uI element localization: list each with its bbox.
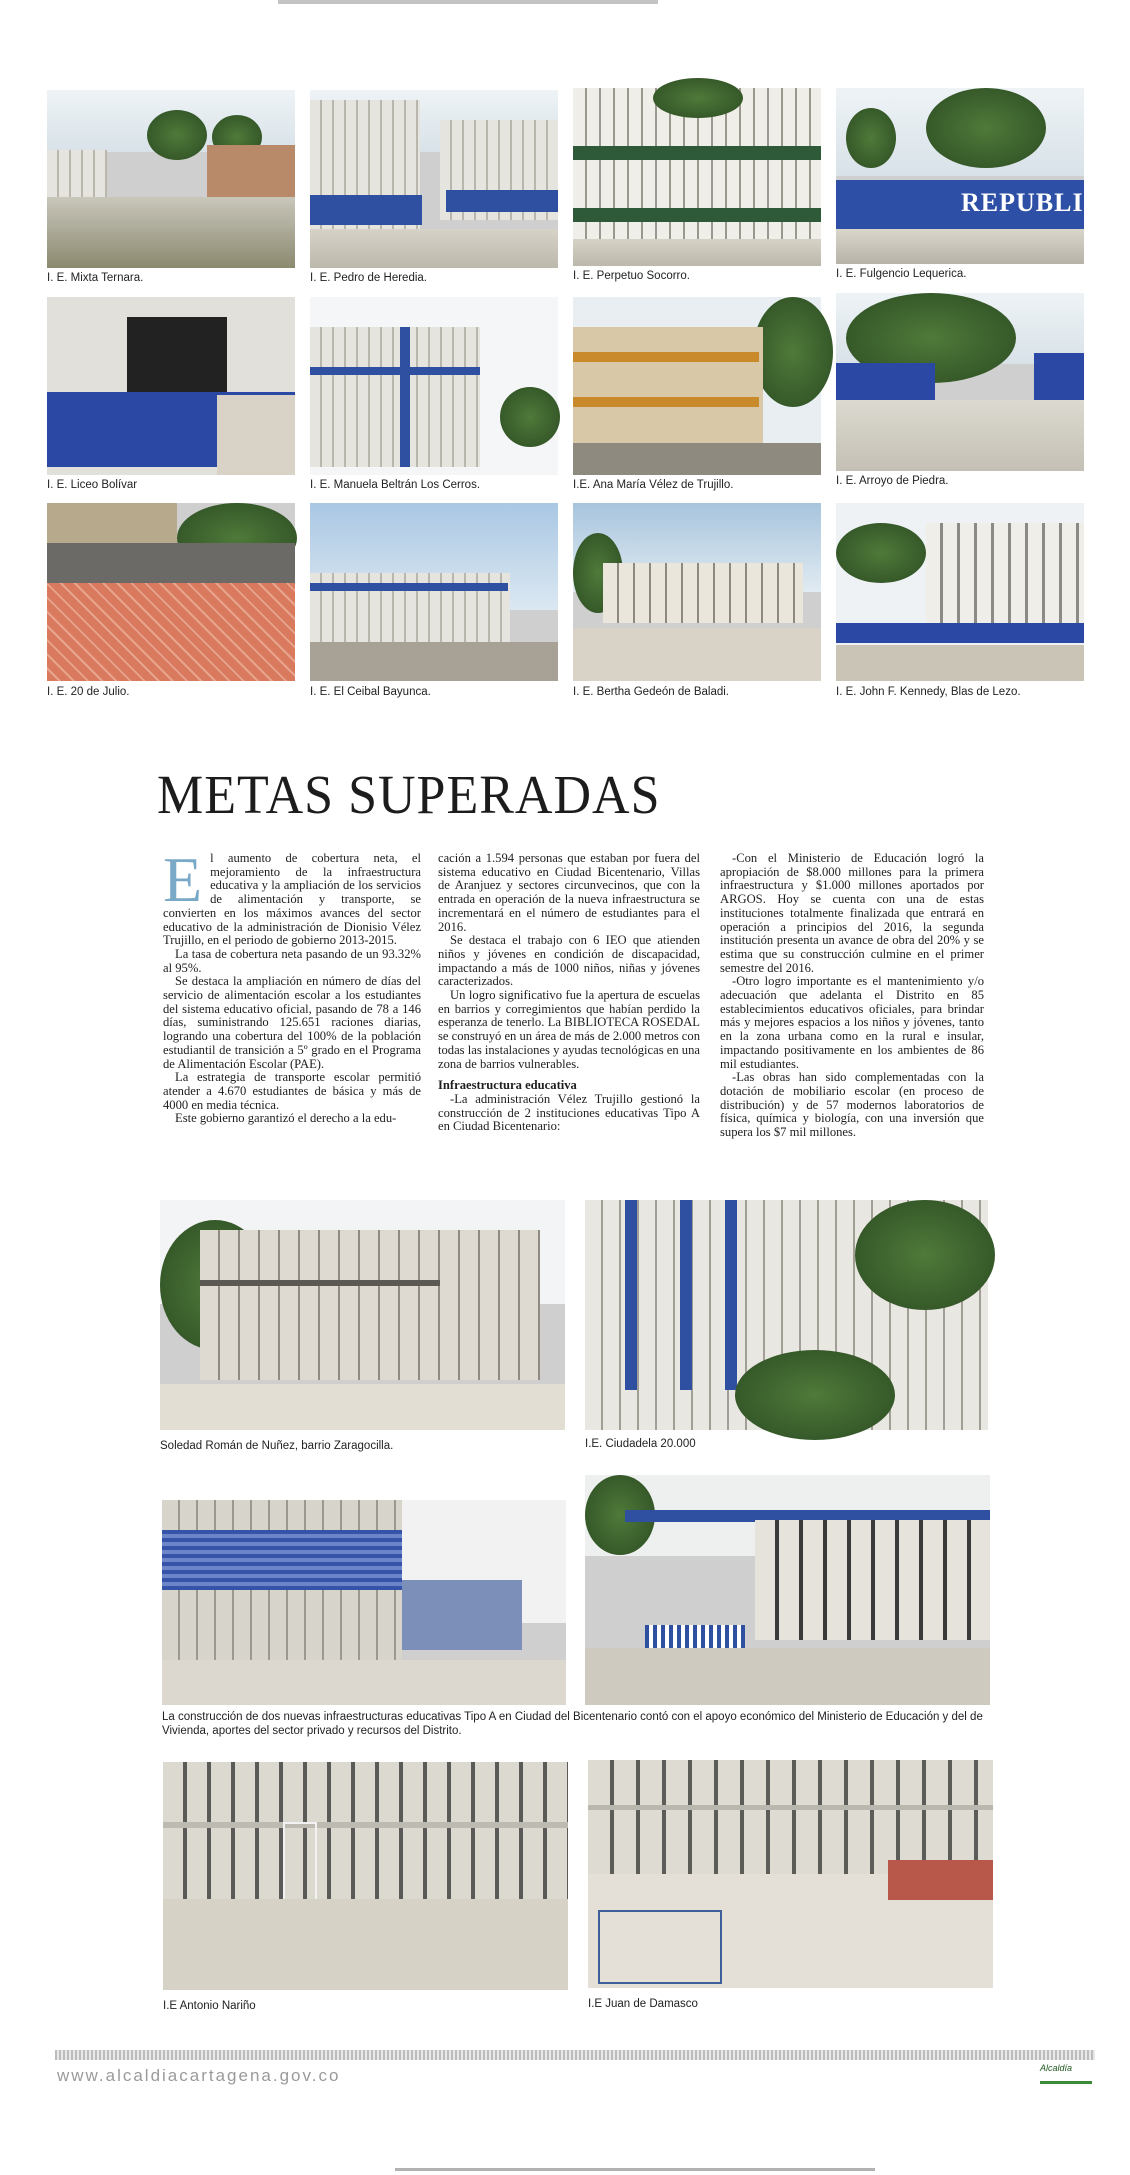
alcaldia-logo xyxy=(1040,2063,1092,2084)
photo-john-f-kennedy xyxy=(836,503,1084,681)
gallery-caption: I. E. Manuela Beltrán Los Cerros. xyxy=(310,479,481,491)
photo-caption: I.E Juan de Damasco xyxy=(588,1998,698,2010)
article-paragraph: Un logro significativo fue la apertura de escuelas en barrios y corregimientos que habían perdido la esperanza de tenerlo. La BIBLIOTECA ROSEDAL se construyó en un área de más de 2.000 metros con todas las instalaciones y ayudas tecnológicas en una zona de barrios vulnerables. xyxy=(438,988,700,1071)
gallery-caption: I. E. Pedro de Heredia. xyxy=(310,272,427,284)
article-paragraph: -Con el Ministerio de Educación logró la apropiación de $8.000 millones para la primera infraestructura y $1.000 millones aportados por ARGOS. Hoy se cuenta con una de estas instituciones totalmente finalizada que entrará en operación a principios del 2016, la segunda institución presenta un avance de obra del 20% y se estima que su construcción culmine en el primer semestre del 2016. xyxy=(720,851,984,975)
photo-juan-de-damasco xyxy=(588,1760,993,1988)
gallery-caption: I. E. Arroyo de Piedra. xyxy=(836,475,949,487)
photo-manuela-beltran xyxy=(310,297,558,475)
article-paragraph: l aumento de cobertura neta, el mejoramiento de la infraestructura educativa y la ampliación de los servicios de alimentación y transporte, se convierten en los máximos avances del sector educativo de la administración de Dionisio Vélez Trujillo, en el periodo de gobierno 2013-2015. xyxy=(163,851,421,948)
article-paragraph: Se destaca la ampliación en número de días del servicio de alimentación escolar a los estudiantes del sistema educativo oficial, pasando de 78 a 146 días, suministrando 125.651 raciones diarias, logrando una cobertura del 100% de la población estudiantil de transición a 5º grado en el Programa de Alimentación Escolar (PAE). xyxy=(163,974,421,1071)
gallery-caption: I. E. El Ceibal Bayunca. xyxy=(310,686,431,698)
photo-caption: I.E. Ciudadela 20.000 xyxy=(585,1438,696,1450)
top-print-mark xyxy=(278,0,658,4)
article-column-2 xyxy=(438,852,700,1134)
gallery-caption: I. E. Bertha Gedeón de Baladi. xyxy=(573,686,729,698)
article-paragraph: -La administración Vélez Trujillo gestionó la construcción de 2 instituciones educativas Tipo A en Ciudad Bicentenario: xyxy=(438,1091,700,1134)
photo-fulgencio-lequerica xyxy=(836,88,1124,264)
photo-antonio-narino xyxy=(163,1762,568,1990)
photo-caption: Soledad Román de Nuñez, barrio Zaragocilla. xyxy=(160,1440,394,1452)
article-title: METAS SUPERADAS xyxy=(157,765,661,826)
article-paragraph: Este gobierno garantizó el derecho a la edu- xyxy=(175,1111,397,1126)
article-paragraph: cación a 1.594 personas que estaban por fuera del sistema educativo en Ciudad Bicentenario, Villas de Aranjuez y sectores circunvecinos, que con la entrada en operación de la nueva infraestructura se incrementará en el número de estudiantes para el 2016. xyxy=(438,851,700,934)
photo-liceo-bolivar xyxy=(47,297,295,475)
article-paragraph: -Las obras han sido complementadas con la dotación de mobiliario escolar (en proceso de distribución) y de 57 modernos laboratorios de física, química y biología, con una inversión que supera los $7 mil millones. xyxy=(720,1070,984,1140)
gallery-caption: I. E. Liceo Bolívar xyxy=(47,479,138,491)
article-paragraph: La estrategia de transporte escolar permitió atender a 4.670 estudiantes de básica y más de 4000 en media técnica. xyxy=(163,1070,421,1112)
gallery-caption: I. E. 20 de Julio. xyxy=(47,686,130,698)
photo-ciudadela-20000 xyxy=(585,1200,988,1430)
republica-sign-text: REPUBLICA xyxy=(961,188,1124,217)
article-column-1 xyxy=(163,844,421,1126)
photo-caption: I.E Antonio Nariño xyxy=(163,2000,256,2012)
photo-mixta-ternara xyxy=(47,90,295,268)
article-column-3 xyxy=(720,852,984,1140)
article-paragraph: Se destaca el trabajo con 6 IEO que atienden niños y jóvenes en condición de discapacidad, impactando a más de 1000 niños, niñas y jóvenes caracterizados. xyxy=(438,933,700,989)
photo-tipo-a-left xyxy=(162,1500,566,1705)
photo-tipo-a-right xyxy=(585,1475,990,1705)
gallery-caption: I.E. Ana María Vélez de Trujillo. xyxy=(573,479,734,491)
photo-perpetuo-socorro xyxy=(573,88,821,266)
photo-ana-maria-velez xyxy=(573,297,821,475)
footer-url-link[interactable]: www.alcaldiacartagena.gov.co xyxy=(57,2066,341,2085)
photo-caption-wide: La construcción de dos nuevas infraestructuras educativas Tipo A en Ciudad del Bicentenario contó con el apoyo económico del Ministerio de Educación y del de Vivienda, aportes del sector privado y recursos del Distrito. xyxy=(162,1711,983,1737)
gallery-caption: I. E. Mixta Ternara. xyxy=(47,272,144,284)
photo-bertha-gedeon xyxy=(573,503,821,681)
bottom-print-mark xyxy=(395,2168,875,2171)
article-paragraph: La tasa de cobertura neta pasando de un 93.32% al 95%. xyxy=(163,946,421,975)
drop-cap: E xyxy=(163,844,203,915)
gallery-caption: I. E. Perpetuo Socorro. xyxy=(573,270,690,282)
logo-text: Alcaldía xyxy=(1040,2063,1073,2073)
photo-soledad-roman xyxy=(160,1200,565,1430)
photo-pedro-de-heredia xyxy=(310,90,558,268)
article-paragraph: -Otro logro importante es el mantenimiento y/o adecuación que adelanta el Distrito en 85 establecimientos educativos oficiales, para brindar más y mejores espacios a los niños y jóvenes, tanto en la zona urbana como en la rural e insular, impactando positivamente en los ambientes de 86 mil estudiantes. xyxy=(720,974,984,1071)
photo-20-de-julio xyxy=(47,503,295,681)
photo-el-ceibal-bayunca xyxy=(310,503,558,681)
gallery-caption: I. E. Fulgencio Lequerica. xyxy=(836,268,967,280)
photo-arroyo-de-piedra xyxy=(836,293,1084,471)
footer-bar xyxy=(55,2050,1095,2060)
section-heading: Infraestructura educativa xyxy=(438,1078,577,1093)
gallery-caption: I. E. John F. Kennedy, Blas de Lezo. xyxy=(836,686,1021,698)
